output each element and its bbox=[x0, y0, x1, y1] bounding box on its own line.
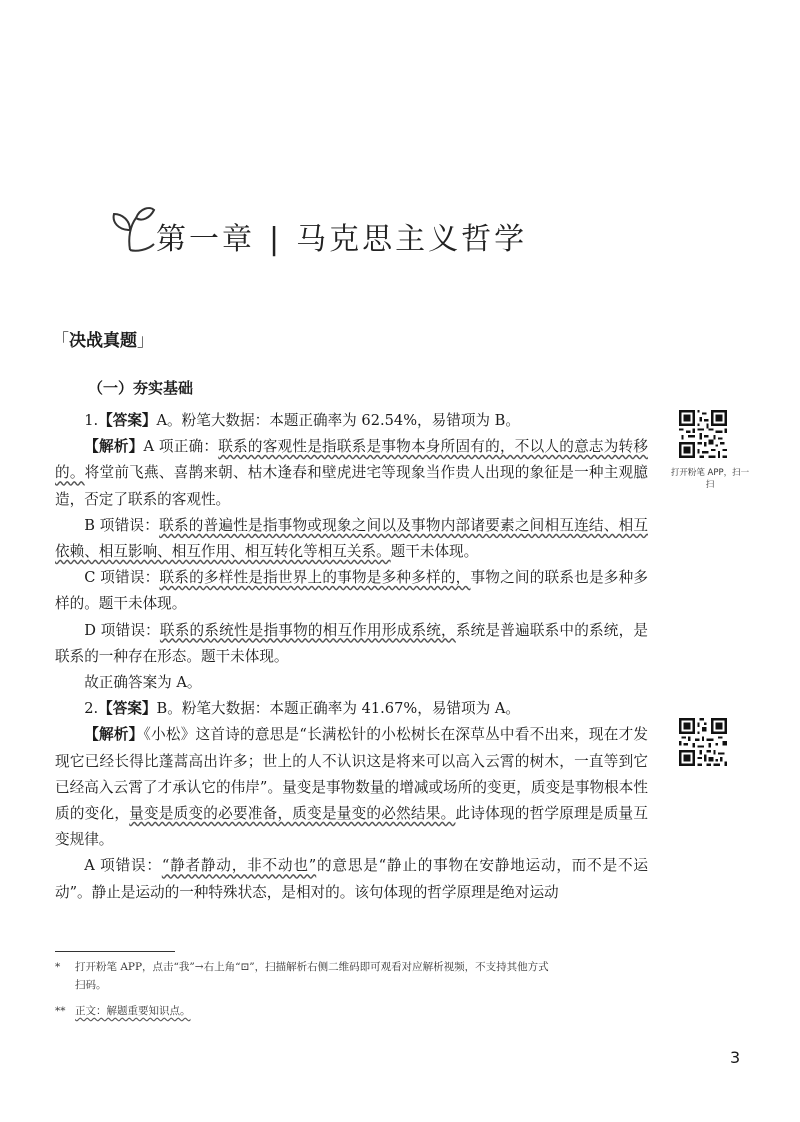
main-body bbox=[55, 408, 648, 906]
page-number: 3 bbox=[730, 1048, 741, 1067]
qr-code-icon bbox=[679, 410, 727, 458]
qr-code-q1[interactable] bbox=[679, 410, 727, 458]
q2-analysis: 【解析】《小松》这首诗的意思是“长满松针的小松树长在深草丛中看不出来，现在才发现它已经长得比蓬蒿高出许多；世上的人不认识这是将来可以高入云霄的树木，一直等到它已经高入云霄了才承认它的伟岸”。量变是事物数量的增减或场所的变更，质变是事物根本性质的变化，量变是质变的必要准备，质变是量变的必然结果。此诗体现的哲学原理是质量互变规律。 bbox=[55, 726, 648, 849]
q1-conclusion: 故正确答案为 A。 bbox=[84, 674, 202, 692]
q1-analysis-b: B 项错误：联系的普遍性是指事物或现象之间以及事物内部诸要素之间相互连结、相互依赖、相互影响、相互作用、相互转化等相互关系。题干未体现。 bbox=[55, 516, 648, 561]
subsection-heading: （一）夯实基础 bbox=[88, 379, 194, 397]
qr-code-q2[interactable] bbox=[679, 718, 727, 766]
q1-analysis-d: D 项错误：联系的系统性是指事物的相互作用形成系统，系统是普遍联系中的系统，是联系的一种存在形态。题干未体现。 bbox=[55, 621, 648, 665]
qr-caption: 打开粉笔 APP，扫一扫 bbox=[670, 468, 750, 490]
footnote-divider bbox=[55, 951, 175, 952]
chapter-title: 第一章 | 马克思主义哲学 bbox=[156, 222, 528, 257]
q2-analysis-a: A 项错误：“静者静动，非不动也”的意思是“静止的事物在安静地运动，而不是不运动”。静止是运动的一种特殊状态，是相对的。该句体现的哲学原理是绝对运动 bbox=[55, 857, 648, 901]
section-heading: 「决战真题」 bbox=[52, 331, 154, 351]
q1-analysis-c: C 项错误：联系的多样性是指世界上的事物是多种多样的，事物之间的联系也是多种多样的。题干未体现。 bbox=[55, 569, 648, 613]
footnote-1: * 打开粉笔 APP，点击“我”→右上角“⊡”，扫描解析右侧二维码即可观看对应解析视频，不支持其他方式 扫码。 bbox=[55, 961, 549, 991]
qr-code-icon bbox=[679, 718, 727, 766]
sprout-icon bbox=[108, 200, 156, 256]
chapter-heading bbox=[108, 200, 568, 260]
q1-analysis-a: 【解析】A 项正确：联系的客观性是指联系是事物本身所固有的，不以人的意志为转移的。将堂前飞燕、喜鹊来朝、枯木逢春和壁虎进宅等现象当作贵人出现的象征是一种主观臆造，否定了联系的客观性。 bbox=[55, 438, 648, 508]
q1-answer: 1.【答案】A。粉笔大数据：本题正确率为 62.54%，易错项为 B。 bbox=[84, 412, 520, 429]
footnote-2: ** 正文：解题重要知识点。 bbox=[55, 1005, 191, 1017]
q2-answer: 2.【答案】B。粉笔大数据：本题正确率为 41.67%，易错项为 A。 bbox=[84, 700, 520, 718]
